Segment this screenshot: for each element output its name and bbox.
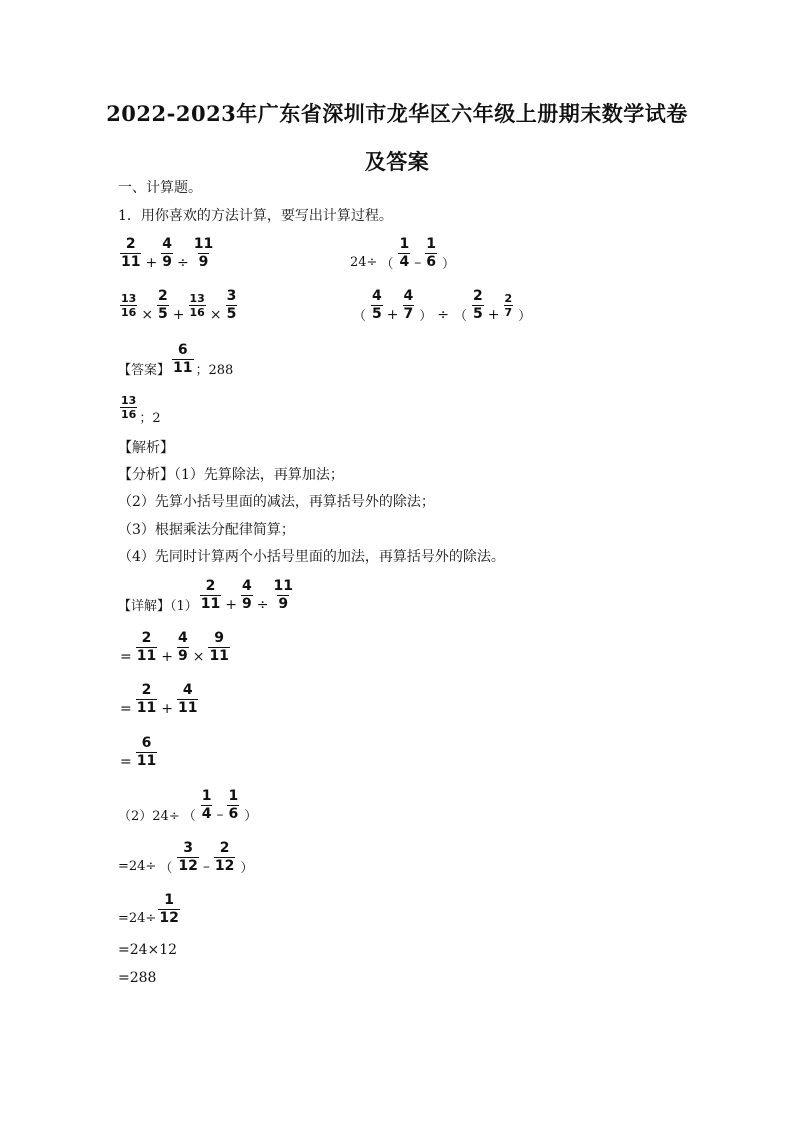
- fraction: $\frac{13}{16}$: [121, 394, 137, 421]
- detail-step: [118, 788, 260, 823]
- fraction: $\frac{2}{11}$: [136, 630, 157, 664]
- fraction: $\frac{2}{5}$: [473, 288, 483, 322]
- detail-step: [118, 630, 232, 665]
- analysis-line: （4）先同时计算两个小括号里面的加法，再算括号外的除法。: [118, 549, 505, 565]
- plus-sign: +: [172, 306, 185, 323]
- left-paren: （: [182, 809, 196, 824]
- fraction: $\frac{1}{12}$: [159, 892, 179, 926]
- fraction: $\frac{1}{4}$: [399, 236, 410, 270]
- fraction: $\frac{6}{11}$: [173, 342, 193, 376]
- fraction: $\frac{2}{12}$: [214, 840, 235, 874]
- detail-step: [118, 735, 159, 770]
- left-paren: （: [159, 861, 173, 876]
- plus-sign: +: [145, 254, 158, 271]
- analysis-line: 【分析】（1）先算除法，再算加法；: [118, 467, 344, 483]
- minus-sign: –: [216, 806, 224, 823]
- fraction: $\frac{1}{6}$: [426, 236, 436, 270]
- fraction: $\frac{2}{5}$: [158, 288, 168, 322]
- times-sign: ×: [209, 306, 222, 323]
- problem-1: [118, 236, 216, 271]
- fraction: $\frac{9}{11}$: [209, 630, 229, 664]
- fraction: $\frac{4}{11}$: [177, 682, 198, 716]
- fraction: $\frac{4}{9}$: [162, 236, 172, 270]
- plus-sign: +: [161, 648, 173, 665]
- fraction: $\frac{2}{11}$: [121, 236, 141, 270]
- page-title-line2: 及答案: [364, 149, 430, 174]
- fraction: $\frac{3}{5}$: [226, 288, 237, 322]
- equals-sign: =: [120, 753, 132, 770]
- fraction: $\frac{1}{4}$: [201, 788, 212, 822]
- detail-step: [118, 578, 296, 613]
- fraction: $\frac{1}{6}$: [228, 788, 239, 822]
- fraction: $\frac{11}{9}$: [193, 236, 214, 270]
- detail-step: [118, 682, 200, 717]
- problem-2-prefix: 24÷: [350, 255, 378, 270]
- plus-sign: +: [386, 306, 399, 323]
- answer-label: 【答案】: [118, 363, 171, 378]
- analysis-label: 【解析】: [118, 440, 174, 456]
- times-sign: ×: [141, 306, 154, 323]
- plus-sign: +: [487, 306, 500, 323]
- detail-step: =288: [118, 970, 157, 986]
- right-paren: ）: [419, 309, 433, 324]
- fraction: $\frac{13}{16}$: [121, 292, 137, 319]
- fraction: $\frac{2}{7}$: [504, 292, 513, 319]
- detail-prefix: =24÷: [118, 911, 157, 926]
- problem-2: [350, 236, 458, 271]
- analysis-line: （3）根据乘法分配律简算；: [118, 522, 295, 538]
- minus-sign: –: [414, 254, 422, 271]
- fraction: $\frac{2}{11}$: [200, 578, 221, 612]
- answer-value: ；288: [195, 363, 234, 378]
- problem-3: [118, 288, 239, 323]
- fraction: $\frac{6}{11}$: [136, 735, 157, 769]
- minus-sign: –: [202, 858, 210, 875]
- right-paren: ）: [518, 309, 532, 324]
- fraction: $\frac{4}{9}$: [177, 630, 188, 664]
- detail-prefix: =24÷: [118, 859, 157, 874]
- analysis-line: （2）先算小括号里面的减法，再算括号外的除法；: [118, 494, 435, 510]
- fraction: $\frac{13}{16}$: [189, 292, 205, 319]
- answer-line-2: [118, 394, 161, 426]
- fraction: $\frac{11}{9}$: [273, 578, 293, 612]
- detail-step: [118, 840, 256, 875]
- section-heading: 一、计算题。: [118, 180, 202, 196]
- plus-sign: +: [225, 596, 237, 613]
- right-paren: ）: [244, 809, 258, 824]
- left-paren: （: [380, 257, 394, 272]
- right-paren: ）: [441, 257, 455, 272]
- question-text: 1．用你喜欢的方法计算，要写出计算过程。: [118, 208, 393, 224]
- left-paren: （: [454, 309, 468, 324]
- times-sign: ×: [192, 648, 205, 665]
- fraction: $\frac{4}{7}$: [403, 288, 414, 322]
- detail-step: [118, 892, 182, 927]
- divide-sign: ÷: [256, 596, 269, 613]
- fraction: $\frac{4}{5}$: [372, 288, 382, 322]
- problem-4: [350, 288, 534, 323]
- equals-sign: =: [120, 648, 132, 665]
- divide-sign: ÷: [437, 306, 449, 323]
- left-paren: （: [353, 309, 367, 324]
- detail-label: （2）24÷: [118, 809, 180, 824]
- detail-label: 【详解】（1）: [118, 599, 198, 614]
- plus-sign: +: [161, 700, 173, 717]
- answer-line-1: [118, 342, 233, 377]
- equals-sign: =: [120, 700, 132, 717]
- answer-value: ；2: [139, 411, 161, 426]
- right-paren: ）: [240, 861, 254, 876]
- fraction: $\frac{2}{11}$: [136, 682, 157, 716]
- fraction: $\frac{3}{12}$: [178, 840, 198, 874]
- fraction: $\frac{4}{9}$: [242, 578, 252, 612]
- detail-step: =24×12: [118, 942, 178, 958]
- page-title: 2022-2023年广东省深圳市龙华区六年级上册期末数学试卷: [106, 101, 688, 126]
- divide-sign: ÷: [176, 254, 189, 271]
